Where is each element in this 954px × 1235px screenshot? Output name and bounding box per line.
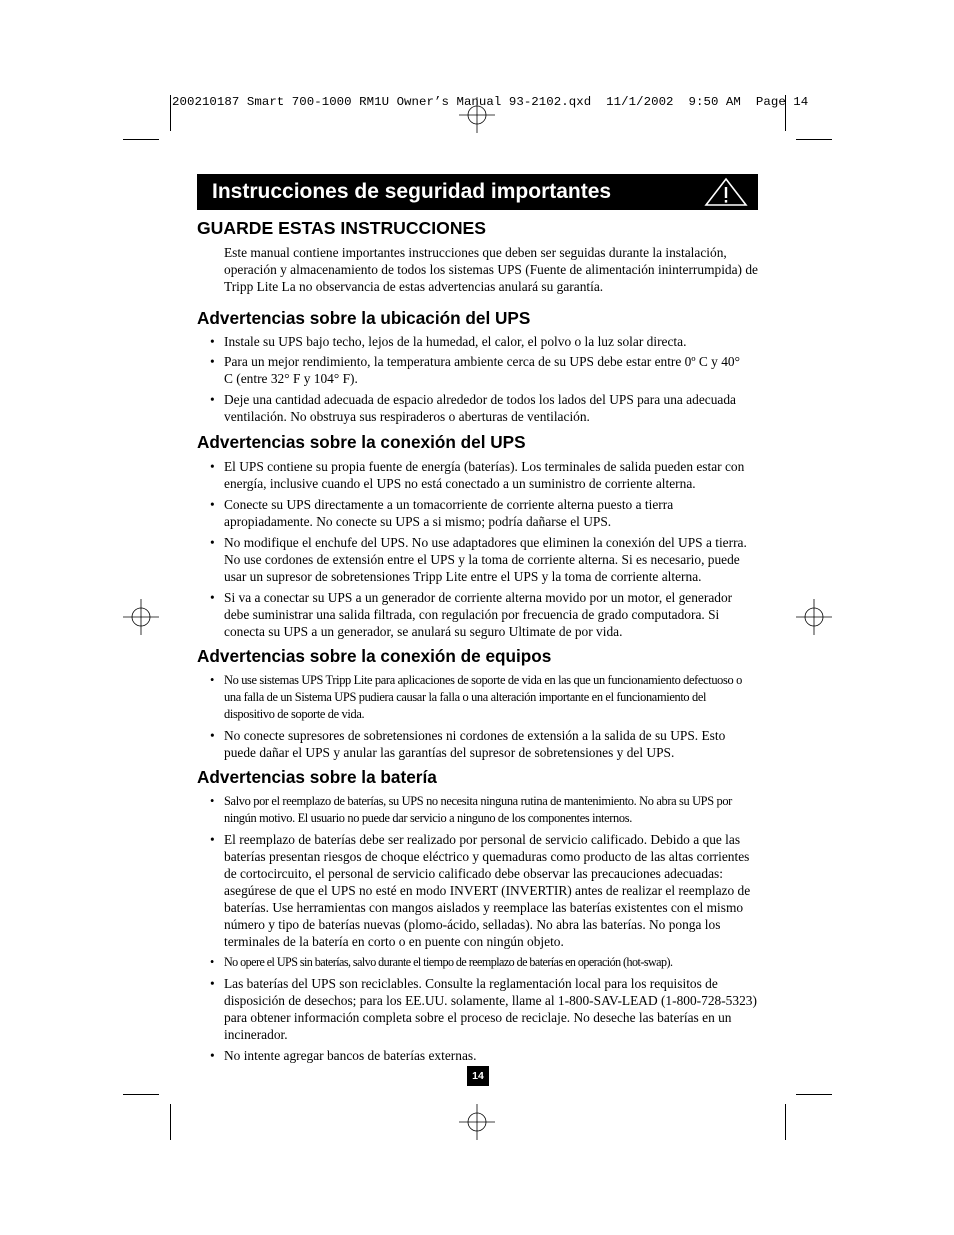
title-bar [197,174,758,210]
section-heading: Advertencias sobre la conexión del UPS [197,432,526,452]
page-content [197,174,758,1064]
list-item: • Si va a conectar su UPS a un generador de corriente alterna movido por un motor, el generador debe suministrar una salida filtrada, con regulación por frecuencia de grado computadora. Si conecta su UPS a un generador, se anulará su seguro Ultimate de por vida. [197,589,758,640]
bullet-list [197,672,758,761]
list-item: • El UPS contiene su propia fuente de energía (baterías). Los terminales de salida pueden estar con energía, inclusive cuando el UPS no está conectado a un suministro de corriente alterna. [197,458,758,492]
bullet-list [197,793,758,1064]
warning-triangle-icon [704,177,748,207]
crop-mark [796,1094,832,1095]
crop-mark [170,1104,171,1140]
section-heading: Advertencias sobre la conexión de equipos [197,646,552,666]
intro-paragraph: Este manual contiene importantes instrucciones que deben ser seguidas durante la instalación, operación y almacenamiento de todos los sistemas UPS (Fuente de alimentación ininterrumpida) de Tripp Lite La no observancia de estas advertencias anulará su garantía. [224,245,758,294]
subtitle: GUARDE ESTAS INSTRUCCIONES [197,218,487,238]
crop-mark [170,95,171,131]
registration-mark-icon [459,1104,495,1140]
list-item: • No conecte supresores de sobretensiones ni cordones de extensión a la salida de su UPS. Esto puede dañar el UPS y anular las garantías del supresor de sobretensiones y del UPS. [197,727,758,761]
list-item: • Conecte su UPS directamente a un tomacorriente de corriente alterna puesto a tierra apropiadamente. No conecte su UPS a si mismo; podría dañarse el UPS. [197,496,758,530]
list-item: • No use sistemas UPS Tripp Lite para aplicaciones de soporte de vida en las que un funcionamiento defectuoso o una falla de un Sistema UPS pudiera causar la falla o una alteración importante en el funcionamiento del dispositivo de soporte de vida. [197,672,758,723]
crop-mark [785,1104,786,1140]
crop-mark [796,139,832,140]
list-item: • No opere el UPS sin baterías, salvo durante el tiempo de reemplazo de baterías en operación (hot-swap). [197,954,758,971]
section-heading: Advertencias sobre la ubicación del UPS [197,308,531,328]
list-item: • Instale su UPS bajo techo, lejos de la humedad, el calor, el polvo o la luz solar directa. [197,333,758,350]
section-heading: Advertencias sobre la batería [197,767,437,787]
list-item: • Salvo por el reemplazo de baterías, su UPS no necesita ninguna rutina de mantenimiento. No abra su UPS por ningún motivo. El usuario no puede dar servicio a ninguno de los componentes internos. [197,793,758,827]
file-slug: 200210187 Smart 700-1000 RM1U Owner’s Manual 93-2102.qxd 11/1/2002 9:50 AM Page 14 [172,95,809,109]
crop-mark [123,139,159,140]
page-number: 14 [467,1066,489,1086]
crop-mark [123,1094,159,1095]
registration-mark-icon [123,599,159,635]
page-title: Instrucciones de seguridad importantes [212,180,612,203]
bullet-list [197,333,758,425]
list-item: • Las baterías del UPS son reciclables. Consulte la reglamentación local para los requisitos de disposición de desechos; para los EE.UU. solamente, llame al 1-800-SAV-LEAD (1-800-728-5323) para obtener información completa sobre el proceso de reciclaje. No deseche las baterías en un incinerador. [197,975,758,1043]
list-item: • El reemplazo de baterías debe ser realizado por personal de servicio calificado. Debido a que las baterías presentan riesgos de choque eléctrico y quemaduras como producto de las altas corrientes de cortocircuito, el personal de servicio calificado debe observar las precauciones adecuadas: asegúrese de que el UPS no esté en modo INVERT (INVERTIR) antes de realizar el reemplazo de baterías. Use herramientas con mangos aislados y reemplace las baterías existentes con el mismo número y tipo de baterías nuevas (plomo-ácido, selladas). No abra las baterías. No ponga los terminales de la batería en corto o en puente con ningún objeto. [197,831,758,950]
list-item: • No intente agregar bancos de baterías externas. [197,1047,758,1064]
bullet-list [197,458,758,640]
list-item: • Deje una cantidad adecuada de espacio alrededor de todos los lados del UPS para una adecuada ventilación. No obstruya sus respiraderos o aberturas de ventilación. [197,391,758,425]
list-item: • Para un mejor rendimiento, la temperatura ambiente cerca de su UPS debe estar entre 0º C y 40° C (entre 32° F y 104° F). [197,353,758,387]
list-item: • No modifique el enchufe del UPS. No use adaptadores que eliminen la conexión del UPS a tierra. No use cordones de extensión entre el UPS y la toma de corriente alterna. Si es necesario, puede usar un supresor de sobretensiones Tripp Lite entre el UPS y la toma de corriente alterna. [197,534,758,585]
registration-mark-icon [796,599,832,635]
